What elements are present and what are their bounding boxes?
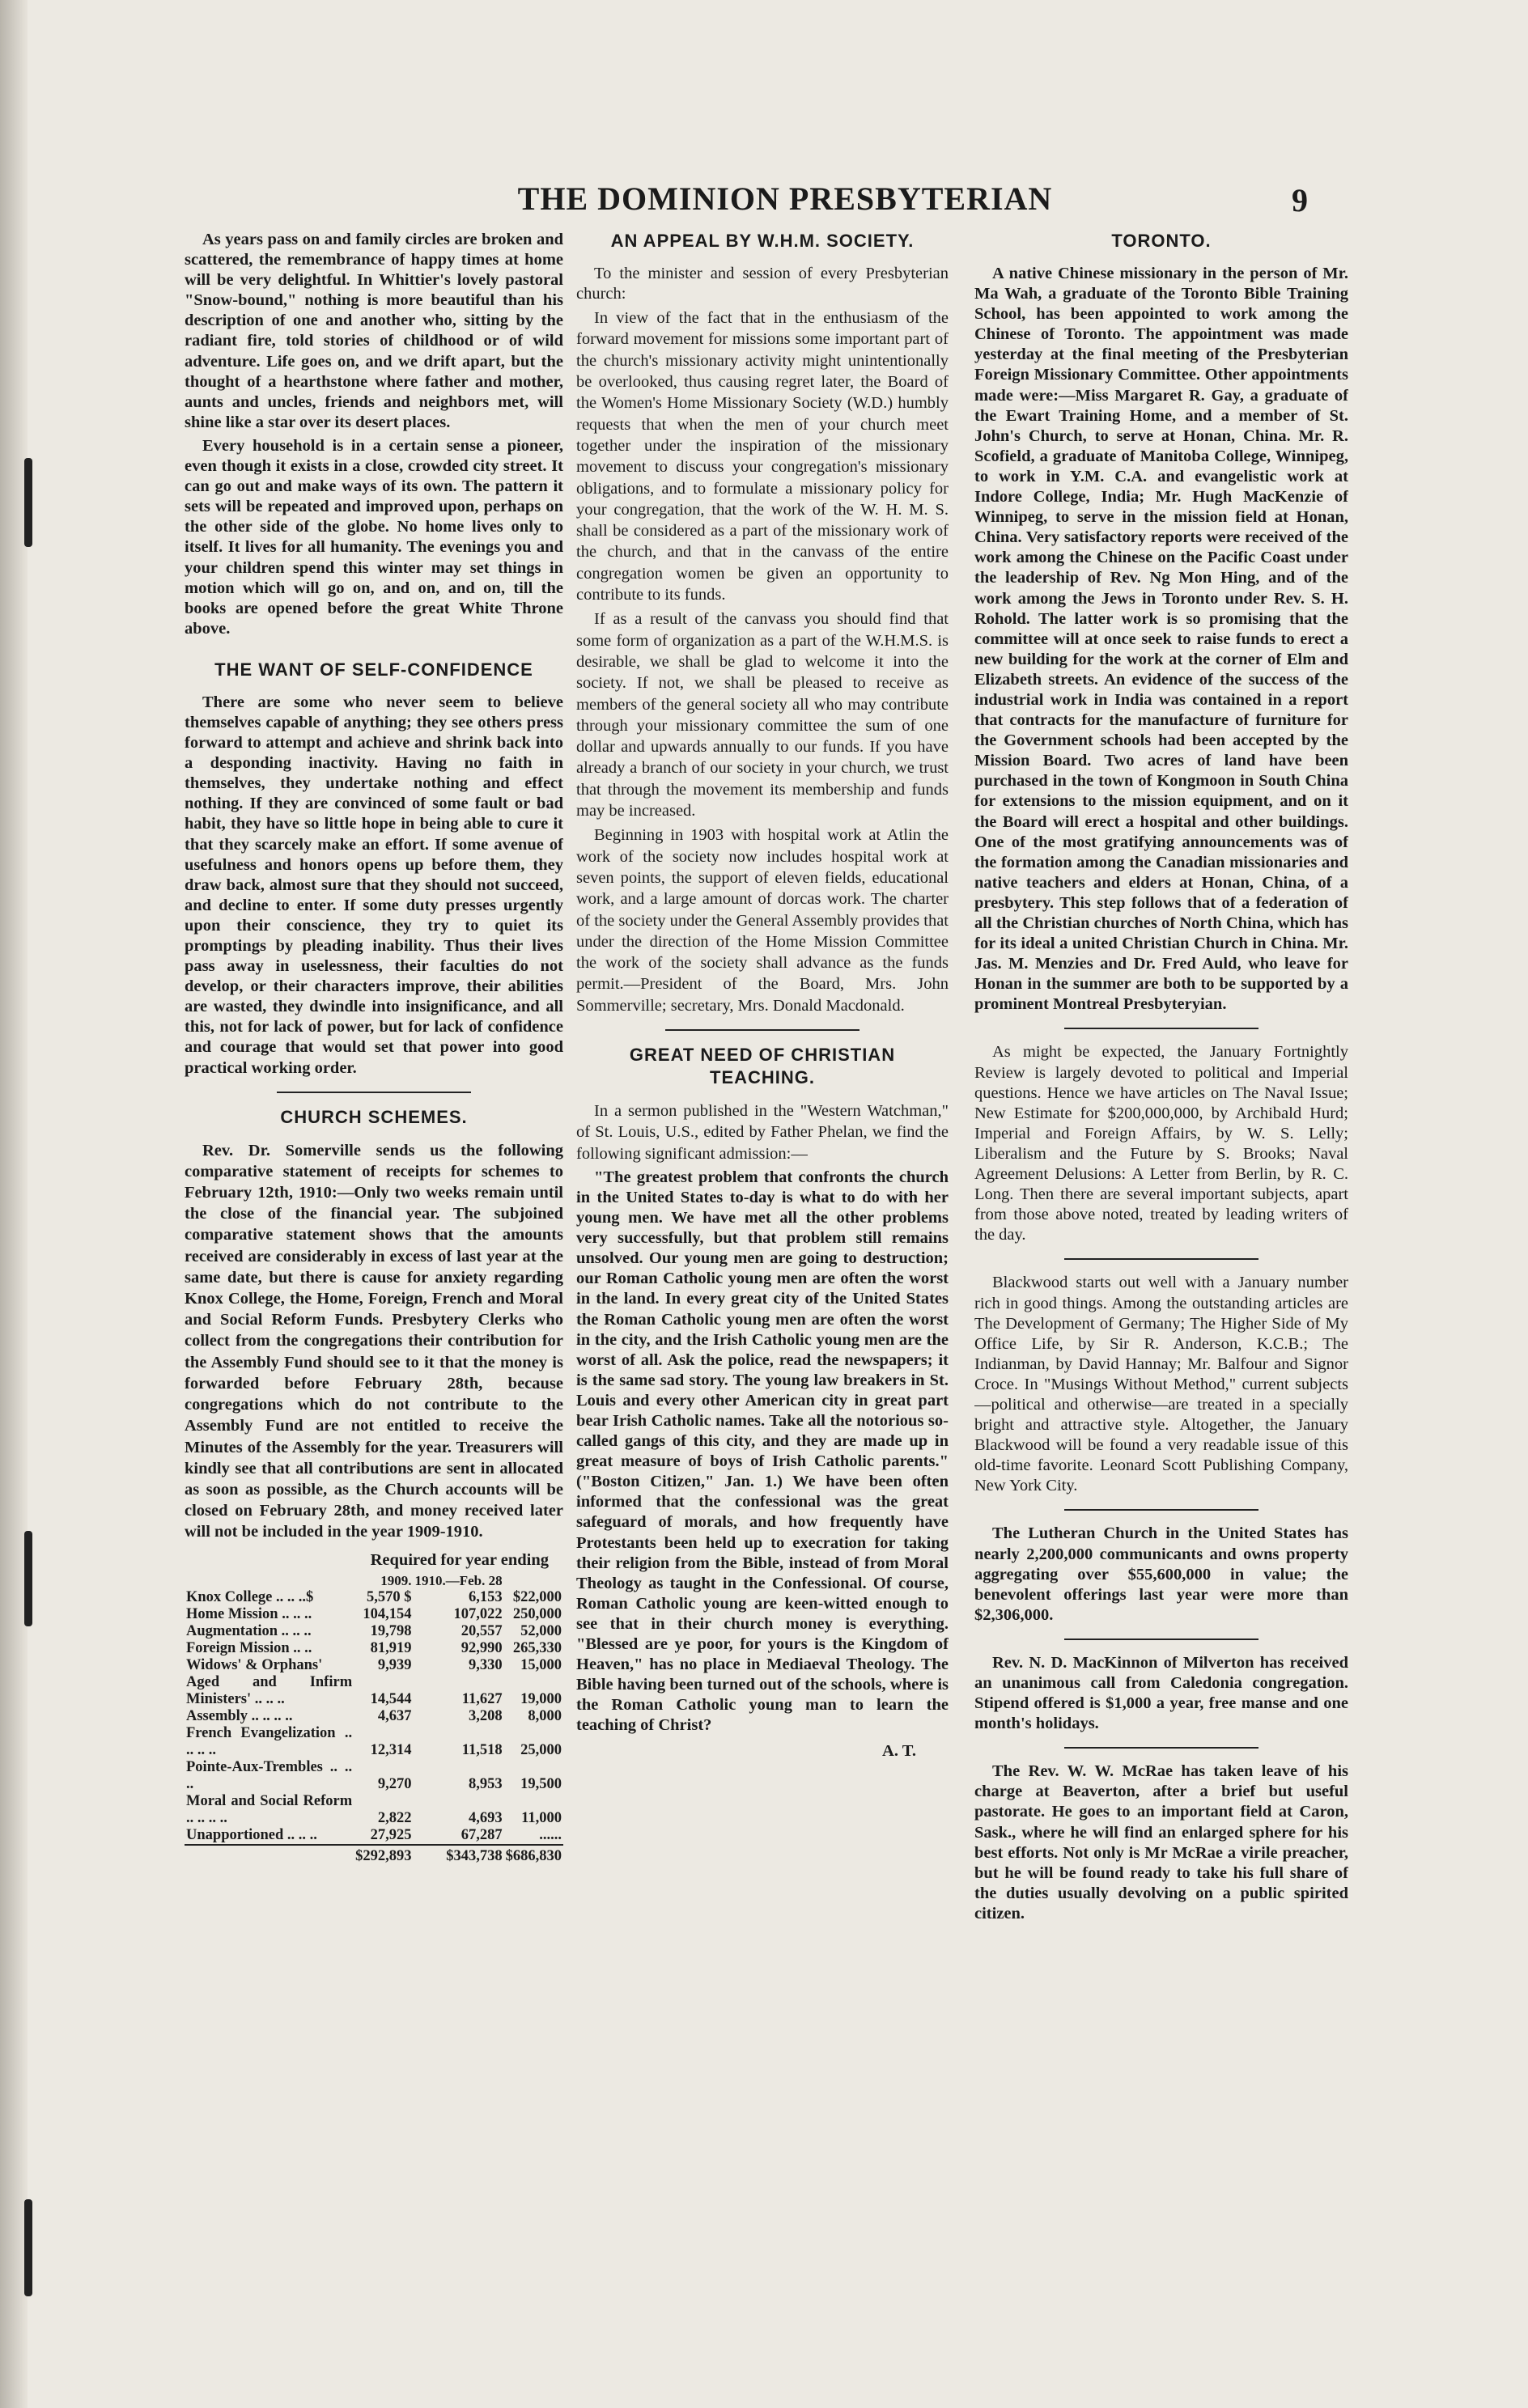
table-cell: 3,208 [469, 1707, 503, 1724]
table-total-row [185, 1845, 563, 1865]
table-header-row [185, 1572, 563, 1589]
heading-christian-teaching: GREAT NEED OF CHRISTIAN TEACHING. [629, 1044, 896, 1087]
heading-toronto: TORONTO. [1111, 231, 1212, 251]
table-cell: 11,000 [521, 1809, 562, 1826]
table-cell: 8,000 [528, 1707, 562, 1724]
binding-mark [24, 458, 32, 547]
table-cell: 4,693 [469, 1809, 503, 1826]
table-cell: $22,000 [512, 1588, 562, 1605]
table-row [185, 1793, 563, 1827]
table-cell: 9,939 [377, 1656, 412, 1673]
table-row [185, 1640, 563, 1657]
table-cell: 19,000 [520, 1690, 562, 1707]
table-row [185, 1589, 563, 1606]
table-cell [185, 1845, 354, 1865]
article-paragraph: "The greatest problem that confronts the church in the United States to-day is what to do with her young men. We have met all the other problems very successfully, but that problem still remains unsolved. Our young men are going to destruction; our Roman Catholic young men are often the worst in the land. In every great city of the United States the Roman Catholic young men are often the worst in the city, and the Irish Catholic young men are the worst of all. Ask the police, read the newspapers; it is the same sad story. The young law breakers in St. Louis and every other American city in great part bear Irish Catholic names. Take all the notorious so-called gangs of this city, and they are made up in great measure of boys of Irish Catholic parents." ("Boston Citizen," Jan. 1.) We have been often informed that the confessional was the great safeguard of morals, and how frequently have Protestants been held up to execration for taking their religion from the Bible, instead of from Moral Theology as taught in the Confessional. Of course, Roman Catholic young are keen-witted enough to see that in their church money is everything. "Blessed are ye poor, for yours is the Kingdom of Heaven," has no place in Mediaeval Theology. The Bible having been turned out of the schools, where is the Roman Catholic young man to learn the teaching of Christ? [576, 1168, 949, 1735]
article-paragraph: In a sermon published in the "Western Watchman," of St. Louis, U.S., edited by Father Phelan, we find the following significant admission:— [576, 1101, 949, 1163]
table-cell: 5,570 $ [366, 1588, 412, 1605]
binding-mark [24, 2199, 32, 2296]
table-row [185, 1708, 563, 1725]
table-cell: 27,925 [370, 1826, 412, 1843]
article-paragraph: Rev. Dr. Somerville sends us the following comparative statement of receipts for schemes to February 12th, 1910:—Only two weeks remain until the close of the financial year. The subjoined comparative statement shows that the amounts received are considerably in excess of last year at the same date, but there is cause for anxiety regarding Knox College, the Home, Foreign, French and Moral and Social Reform Funds. Presbytery Clerks who collect from the congregations their contribution for the Assembly Fund should see to it that the money is forwarded before February 28th, because congregations which do not contribute to the Assembly Fund are not entitled to receive the Minutes of the Assembly for the year. Treasurers will kindly see that all contributions are sent in allocated as soon as possible, as the Church accounts will be closed on February 28th, and money received later will not be included in the year 1909-1910. [185, 1141, 563, 1541]
column-middle [576, 230, 949, 2301]
divider [1064, 1639, 1258, 1640]
table-cell: 8,953 [469, 1775, 503, 1792]
table-cell: Assembly .. .. .. .. [186, 1707, 293, 1724]
binding-mark [24, 1531, 32, 1626]
divider [1064, 1747, 1258, 1749]
table-cell: 12,314 [370, 1741, 412, 1758]
column-left [185, 230, 563, 2301]
table-cell: 20,557 [461, 1622, 503, 1639]
page-number: 9 [1292, 182, 1308, 218]
table-cell: 67,287 [461, 1826, 503, 1843]
table-cell: 9,330 [469, 1656, 503, 1673]
table-cell: Unapportioned .. .. .. [186, 1826, 317, 1843]
article-paragraph: As years pass on and family circles are broken and scattered, the remembrance of happy times at home will be very delightful. In Whittier's lovely pastoral "Snow-bound," nothing is more beautiful than his description of one and another who, sitting by the radiant fire, told stories of childhood or of wild adventure. Life goes on, and we drift apart, but the thought of a hearthstone where father and mother, aunts and uncles, friends and neighbors met, will shine like a star over its desert places. [185, 231, 563, 431]
table-header-cell [185, 1572, 354, 1589]
table-row [185, 1657, 563, 1674]
table-cell: 2,822 [377, 1809, 412, 1826]
divider [1064, 1028, 1258, 1029]
column-right [974, 230, 1348, 2301]
table-cell: 107,022 [453, 1605, 503, 1622]
article-paragraph: The Lutheran Church in the United States has nearly 2,200,000 communicants and owns property aggregating over $55,600,000 in value; the benevolent offerings last year were more than $2,306,000. [974, 1524, 1348, 1624]
article-paragraph: In view of the fact that in the enthusiasm of the forward movement for missions some important part of the church's missionary activity might unintentionally be overlooked, thus causing regret later, the Board of the Women's Home Missionary Society (W.D.) humbly requests that when the men of your church meet together under the inspiration of the missionary movement to discuss your congregation's missionary obligations, and to formulate a missionary policy for your congregation, that the work of the W. H. M. S. shall be considered as a part of the missionary work of the church, and that in the canvass of the entire congregation women be given an opportunity to contribute to its funds. [576, 309, 949, 604]
table-total-cell: $686,830 [504, 1845, 563, 1865]
table-row [185, 1759, 563, 1793]
schemes-table [185, 1572, 563, 1865]
heading-church-schemes: CHURCH SCHEMES. [280, 1106, 468, 1127]
table-cell: 81,919 [370, 1639, 412, 1656]
table-header-cell: 1910.—Feb. 28 [414, 1572, 503, 1588]
article-paragraph: The Rev. W. W. McRae has taken leave of his charge at Beaverton, after a brief but useful pastorate. He goes to an important field at Caron, Sask., where he will find an enlarged sphere for his best efforts. Not only is Mr McRae a virile preacher, but he will be found ready to take his full share of the duties usually devolving on a public spirited citizen. [974, 1762, 1348, 1923]
article-paragraph: Beginning in 1903 with hospital work at Atlin the work of the society now includes hospital work at seven points, the support of eleven fields, educational work, and a large amount of dorcas work. The charter of the society under the General Assembly provides that under the direction of the Home Mission Committee the work of the society shall advance as the funds permit.—President of the Board, Mrs. John Sommerville; secretary, Mrs. Donald Macdonald. [576, 826, 949, 1015]
article-signature: A. T. [882, 1741, 916, 1760]
table-cell: 25,000 [520, 1741, 562, 1758]
table-cell: 14,544 [370, 1690, 412, 1707]
table-cell: 52,000 [520, 1622, 562, 1639]
table-header-cell [504, 1572, 563, 1589]
article-paragraph: A native Chinese missionary in the person of Mr. Ma Wah, a graduate of the Toronto Bible Training School, has been appointed to work among the Chinese of Toronto. The appointment was made yesterday at the final meeting of the Presbyterian Foreign Missionary Committee. Other appointments made were:—Miss Margaret R. Gay, a graduate of the Ewart Training Home, and a member of St. John's Church, to serve at Honan, China. Mr. R. Scofield, a graduate of Manitoba College, Winnipeg, to work in Y.M. C.A. and evangelistic work at Indore College, India; Mr. Hugh MacKenzie of Winnipeg, to serve in the mission field at Honan, China. Very satisfactory reports were received of the work among the Chinese on the Pacific Coast under the leadership of Rev. Ng Mon Hing, and of the work among the Jews in Toronto under Rev. S. H. Rohold. The latter work is so promising that the committee will at once seek to raise funds to erect a new building for the work at the corner of Elm and Elizabeth streets. An evidence of the success of the industrial work in India was contained in a report that contracts for the manufacture of furniture for the Government schools had been accepted by the Mission Board. Two acres of land have been purchased in the town of Kongmoon in South China for extensions to the mission equipment, and on it the Board will erect a hospital and other buildings. One of the most gratifying announcements was of the formation among the Canadian missionaries and native teachers and elders at Honan, China, of a presbytery. This step follows that of a federation of all the Christian churches of North China, which has for its ideal a united Christian Church in China. Mr. Jas. M. Menzies and Dr. Fred Auld, who leave for Honan in the summer are both to be supported by a prominent Montreal Presbyteryian. [974, 265, 1348, 1014]
article-paragraph: Blackwood starts out well with a January number rich in good things. Among the outstanding articles are The Development of Germany; The Higher Side of My Office Life, by Sir R. Anderson, K.C.B.; The Indianman, by David Hannay; Mr. Balfour and Signor Croce. In "Musings Without Method," current subjects—political and otherwise—are treated in a specially bright and attractive style. Altogether, the January Blackwood will be found a very readable issue of this old-time favorite. Leonard Scott Publishing Company, New York City. [974, 1274, 1348, 1495]
table-cell: Foreign Mission .. .. [186, 1639, 312, 1656]
divider [665, 1029, 860, 1031]
table-cell: 15,000 [520, 1656, 562, 1673]
heading-self-confidence: THE WANT OF SELF-CONFIDENCE [214, 659, 533, 680]
table-cell: Aged and Infirm Ministers' .. .. .. [186, 1673, 353, 1707]
article-paragraph: To the minister and session of every Presbyterian church: [576, 265, 949, 303]
table-cell: 9,270 [377, 1775, 412, 1792]
table-row [185, 1606, 563, 1623]
article-paragraph: Rev. N. D. MacKinnon of Milverton has received an unanimous call from Caledonia congregation. Stipend offered is $1,000 a year, free manse and one month's holidays. [974, 1653, 1348, 1733]
table-cell: 11,518 [461, 1741, 503, 1758]
table-total-cell: $343,738 [413, 1845, 503, 1865]
heading-appeal: AN APPEAL BY W.H.M. SOCIETY. [610, 231, 915, 251]
table-cell: 92,990 [461, 1639, 503, 1656]
article-paragraph: There are some who never seem to believe themselves capable of anything; they see others press forward to attempt and achieve and shrink back into a desponding inactivity. Having no faith in themselves, they undertake nothing and effect nothing. If they are convinced of some fault or bad habit, they have so little hope in being able to cure it that they scarcely make an effort. If some avenue of usefulness and honors opens up before them, they draw back, almost sure that they should not succeed, and decline to enter. If some duty presses urgently upon their conscience, they try to quiet its promptings by pleading inability. Thus their lives pass away in uselessness, their faculties do not develop, or their characters improve, their abilities are wasted, they dwindle into insignificance, and all this, not for lack of power, but for lack of confidence and courage that would set that power into good practical working order. [185, 693, 563, 1077]
required-label: Required for year ending [370, 1550, 549, 1569]
table-cell: 19,500 [520, 1775, 562, 1792]
table-cell: 19,798 [370, 1622, 412, 1639]
divider [1064, 1509, 1258, 1511]
table-cell: 250,000 [512, 1605, 562, 1622]
divider [1064, 1258, 1258, 1260]
table-cell: Home Mission .. .. .. [186, 1605, 312, 1622]
table-cell: 4,637 [377, 1707, 412, 1724]
table-cell: French Evangelization .. .. .. .. [186, 1724, 353, 1758]
table-cell: 265,330 [512, 1639, 562, 1656]
table-row [185, 1725, 563, 1759]
table-cell: 104,154 [363, 1605, 412, 1622]
table-cell: Widows' & Orphans' [186, 1656, 323, 1673]
table-cell: Moral and Social Reform .. .. .. .. [186, 1792, 353, 1826]
divider [277, 1092, 471, 1093]
table-cell: Knox College .. .. ..$ [186, 1588, 314, 1605]
article-paragraph: As might be expected, the January Fortnightly Review is largely devoted to political and Imperial questions. Hence we have articles on The Naval Issue; New Estimate for $200,000,000, by Archibald Hurd; Imperial and Foreign Affairs, by W. S. Lelly; Liberalism and the Future by S. Brooks; Naval Agreement Delusions: A Letter from Berlin, by R. C. Long. Then there are several important subjects, apart from those above noted, treated by leading writers of the day. [974, 1043, 1348, 1244]
table-row [185, 1623, 563, 1640]
table-header-cell: 1909. [380, 1572, 412, 1588]
table-row [185, 1674, 563, 1708]
table-cell: 11,627 [461, 1690, 503, 1707]
article-paragraph: If as a result of the canvass you should find that some form of organization as a part of the W.H.M.S. is desirable, we shall be glad to welcome it into the society. If not, we shall be pleased to receive as members of the general society all who may contribute through your missionary committee the sum of one dollar and upwards annually to our funds. If you have already a branch of our society in your church, we trust that through the movement its membership and funds may be increased. [576, 610, 949, 820]
table-cell: Pointe-Aux-Trembles .. .. .. [186, 1758, 353, 1792]
table-row [185, 1827, 563, 1845]
table-cell: 6,153 [469, 1588, 503, 1605]
article-paragraph: Every household is in a certain sense a pioneer, even though it exists in a close, crowded city street. It can go out and make ways of its own. The pattern it sets will be repeated and improved upon, perhaps on the other side of the globe. No home lives only to itself. It lives for all humanity. The evenings you and your children spend this winter may set things in motion which will go on, and on, and on, till the books are opened before the great White Throne above. [185, 436, 563, 638]
table-total-cell: $292,893 [354, 1845, 413, 1865]
scan-edge [0, 0, 28, 2408]
masthead-title: THE DOMINION PRESBYTERIAN [517, 180, 1053, 217]
table-cell: Augmentation .. .. .. [186, 1622, 312, 1639]
table-cell: ...... [539, 1826, 562, 1843]
